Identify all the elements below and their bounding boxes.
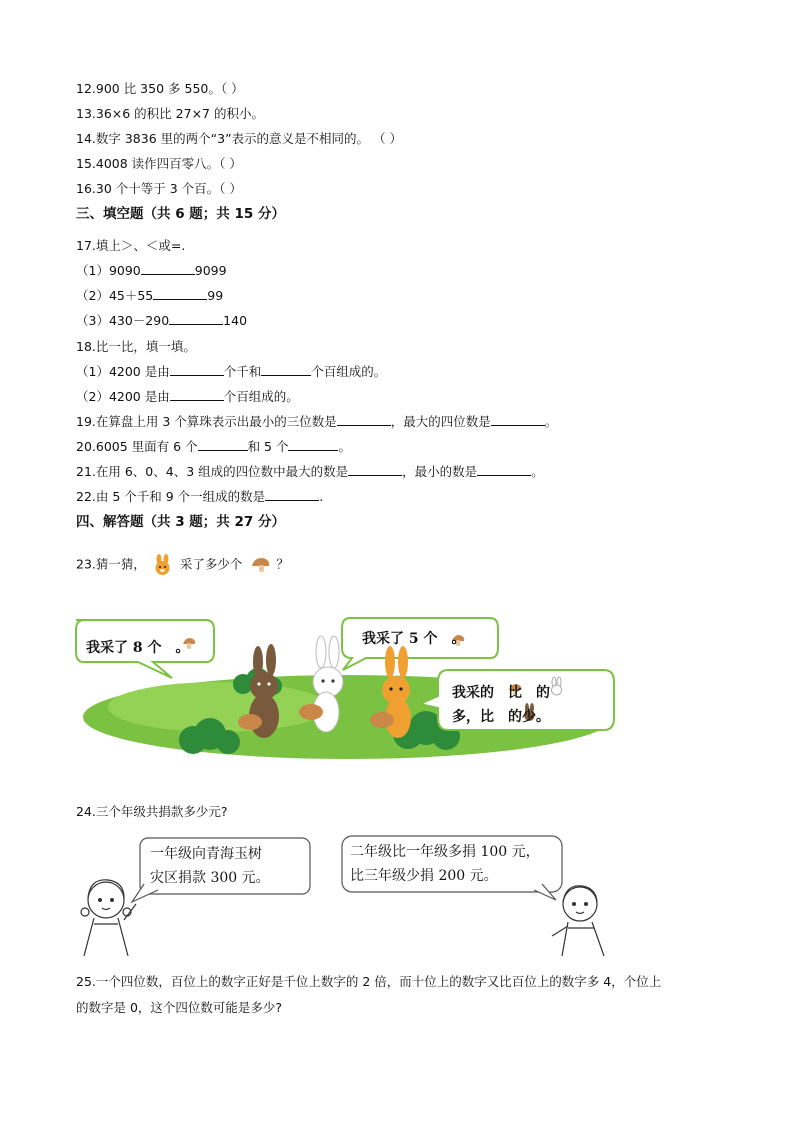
text: 。: [544, 414, 558, 429]
item-right: 99: [207, 288, 224, 303]
answer-blank[interactable]: [170, 363, 224, 376]
girl-figure: [81, 880, 136, 956]
text: 的: [536, 685, 550, 701]
text: 我采了 8 个: [86, 640, 162, 656]
text: 。: [451, 631, 466, 647]
text: 一年级向青海玉树: [150, 846, 262, 862]
question-25-line-1: 25.一个四位数，百位上的数字正好是千位上数字的 2 倍，而十位上的数字又比百位上的数字多 4，个位上: [76, 974, 662, 989]
text: ？: [276, 556, 289, 572]
text: 采了多少个: [179, 556, 243, 572]
text: 个千和: [223, 364, 262, 379]
question-17-item-3: [76, 312, 247, 330]
bubble-left-text: [86, 637, 190, 657]
item-left: （3）430－290: [76, 313, 170, 328]
answer-blank[interactable]: [491, 413, 545, 426]
answer-blank[interactable]: [477, 463, 531, 476]
answer-blank[interactable]: [348, 463, 402, 476]
question-15: 15.4008 读作四百零八。（ ）: [76, 156, 242, 171]
mushroom-icon: [250, 556, 272, 574]
text: （2）4200 是由: [76, 389, 170, 404]
answer-blank[interactable]: [198, 438, 248, 451]
text: 个百组成的。: [311, 364, 387, 379]
question-23-stem: [76, 554, 289, 576]
text: 21.在用 6、0、4、3 组成的四位数中最大的数是: [76, 464, 349, 479]
answer-blank[interactable]: [288, 438, 338, 451]
text: 22.由 5 个千和 9 个一组成的数是: [76, 489, 266, 504]
item-right: 140: [223, 313, 248, 328]
text: ，最大的四位数是: [390, 414, 491, 429]
text: 我采的: [452, 685, 494, 701]
text: 个百组成的。: [223, 389, 299, 404]
bubble-mid-text: [362, 628, 466, 648]
text: 的少。: [508, 709, 550, 725]
question-25-line-2: 的数字是 0，这个四位数可能是多少?: [76, 1000, 283, 1015]
text: ，最小的数是: [402, 464, 478, 479]
question-24-stem: 24.三个年级共捐款多少元?: [76, 804, 228, 819]
answer-blank[interactable]: [265, 488, 319, 501]
text: （1）4200 是由: [76, 364, 170, 379]
bubble-right-line-1: [452, 681, 550, 705]
question-18-item-1: [76, 363, 386, 381]
text: 19.在算盘上用 3 个算珠表示出最小的三位数是: [76, 414, 337, 429]
text: .: [319, 489, 324, 504]
boy-figure: [552, 886, 604, 956]
bubble-grade1-text: [150, 842, 270, 890]
text: 20.6005 里面有 6 个: [76, 439, 198, 454]
bubble-right-text: [452, 681, 550, 729]
answer-blank[interactable]: [261, 363, 311, 376]
bubble-grade2-text: [350, 840, 540, 888]
question-18-stem: 18.比一比，填一填。: [76, 339, 196, 354]
text: 多，比: [452, 709, 494, 725]
question-12: 12.900 比 350 多 550。（ ）: [76, 81, 244, 96]
orange-rabbit-icon: [150, 554, 176, 576]
section-heading-solve: 四、解答题（共 3 题；共 27 分）: [76, 514, 285, 530]
text: 我采了 5 个: [362, 631, 438, 647]
question-20: [76, 438, 351, 456]
answer-blank[interactable]: [169, 312, 223, 325]
text: 比三年级少捐 200 元。: [350, 868, 498, 884]
text: 。: [175, 640, 190, 656]
text: 二年级比一年级多捐 100 元，: [350, 844, 540, 860]
question-17-stem: 17.填上＞、＜或=.: [76, 238, 186, 253]
question-17-item-1: [76, 262, 227, 280]
text: 23.猜一猜，: [76, 556, 146, 572]
item-right: 9099: [194, 263, 227, 278]
question-22: [76, 488, 323, 506]
text: 。: [338, 439, 351, 454]
text: 。: [531, 464, 544, 479]
question-19: [76, 413, 557, 431]
text: 灾区捐款 300 元。: [150, 870, 270, 886]
text: 和 5 个: [247, 439, 289, 454]
item-left: （1）9090: [76, 263, 141, 278]
question-18-item-2: [76, 388, 299, 406]
answer-blank[interactable]: [153, 287, 207, 300]
answer-blank[interactable]: [141, 262, 195, 275]
question-21: [76, 463, 544, 481]
bubble-right-line-2: [452, 705, 550, 729]
text: 比: [508, 685, 522, 701]
question-13: 13.36×6 的积比 27×7 的积小。: [76, 106, 264, 121]
section-heading-fill: 三、填空题（共 6 题；共 15 分）: [76, 206, 285, 222]
question-17-item-2: [76, 287, 223, 305]
question-14: 14.数字 3836 里的两个“3”表示的意义是不相同的。 （ ）: [76, 131, 402, 146]
item-left: （2）45＋55: [76, 288, 154, 303]
answer-blank[interactable]: [170, 388, 224, 401]
question-16: 16.30 个十等于 3 个百。（ ）: [76, 181, 242, 196]
answer-blank[interactable]: [337, 413, 391, 426]
